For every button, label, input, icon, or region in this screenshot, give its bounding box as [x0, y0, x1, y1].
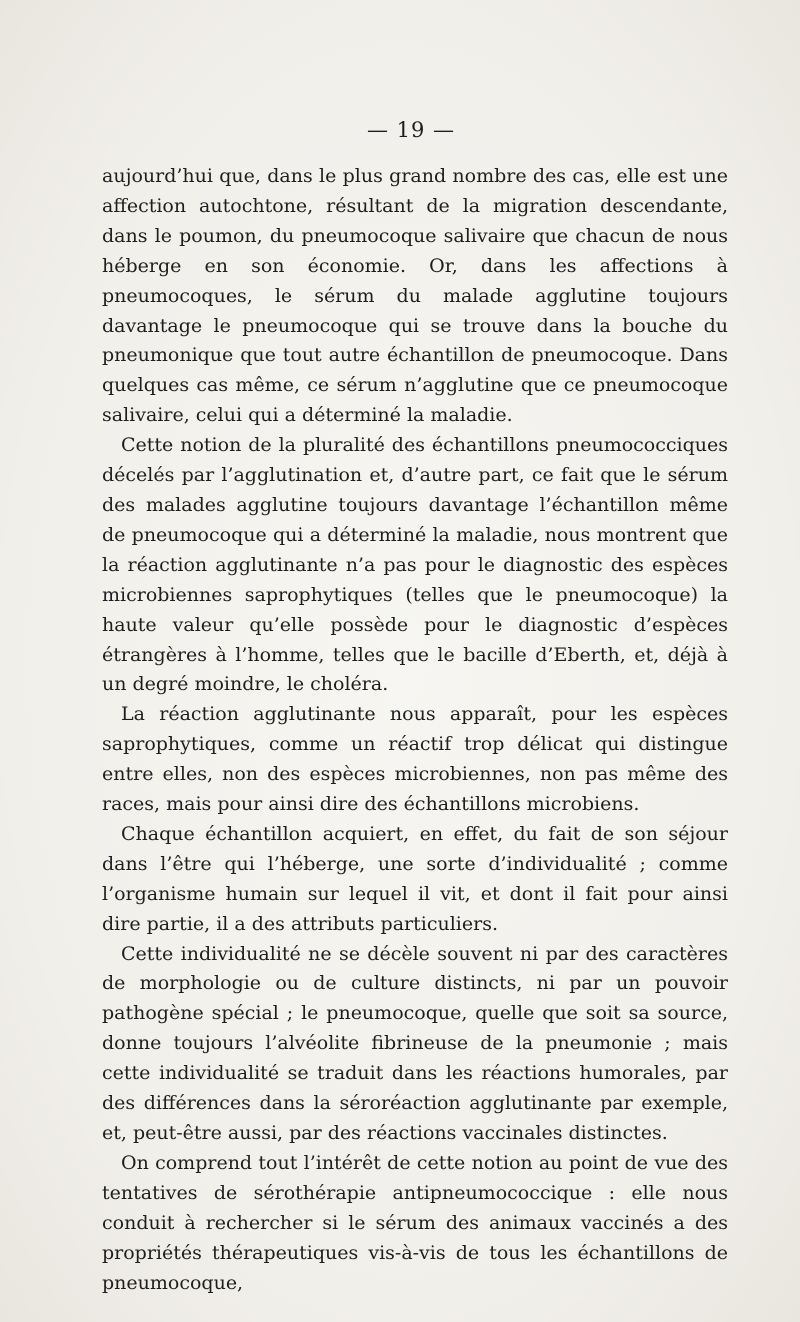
paragraph-3: La réaction agglutinante nous apparaît, pour les espèces saprophytiques, comme un réactif trop délicat qui distingue entre elles, non des espèces microbiennes, non pas même des races, mais pour ainsi dire des échantillons microbiens. [102, 703, 728, 816]
paragraph-2: Cette notion de la pluralité des échantillons pneumococciques décelés par l’agglutination et, d’autre part, ce fait que le sérum des malades agglutine toujours davantage l’échantillon même de pneumocoque qui a déterminé la maladie, nous montrent que la réaction agglutinante n’a pas pour le diagnostic des espèces microbiennes saprophytiques (telles que le pneumocoque) la haute valeur qu’elle possède pour le diagnostic d’espèces étrangères à l’homme, telles que le bacille d’Eberth, et, déjà à un degré moindre, le choléra. [102, 434, 728, 696]
body-text [102, 162, 728, 1298]
paragraph-4: Chaque échantillon acquiert, en effet, du fait de son séjour dans l’être qui l’héberge, une sorte d’individualité ; comme l’organisme humain sur lequel il vit, et dont il fait pour ainsi dire partie, il a des attributs particuliers. [102, 822, 728, 935]
paragraph-5: Cette individualité ne se décèle souvent ni par des caractères de morphologie ou de culture distincts, ni par un pouvoir pathogène spécial ; le pneumocoque, quelle que soit sa source, donne toujours l’alvéolite fibrineuse de la pneumonie ; mais cette individualité se traduit dans les réactions humorales, par des différences dans la séroréaction agglutinante par exemple, et, peut-être aussi, par des réactions vaccinales distinctes. [102, 942, 728, 1144]
paragraph-6: On comprend tout l’intérêt de cette notion au point de vue des tentatives de sérothérapie antipneumococcique : elle nous conduit à rechercher si le sérum des animaux vaccinés a des propriétés thérapeutiques vis-à-vis de tous les échantillons de pneumocoque, [102, 1151, 728, 1294]
paragraph-1: aujourd’hui que, dans le plus grand nombre des cas, elle est une affection autochtone, résultant de la migration descendante, dans le poumon, du pneumocoque salivaire que chacun de nous héberge en son économie. Or, dans les affections à pneumocoques, le sérum du malade agglutine toujours davantage le pneumocoque qui se trouve dans la bouche du pneumonique que tout autre échantillon de pneumocoque. Dans quelques cas même, ce sérum n’agglutine que ce pneumocoque salivaire, celui qui a déterminé la maladie. [102, 165, 728, 427]
page-number: — 19 — [366, 118, 456, 142]
